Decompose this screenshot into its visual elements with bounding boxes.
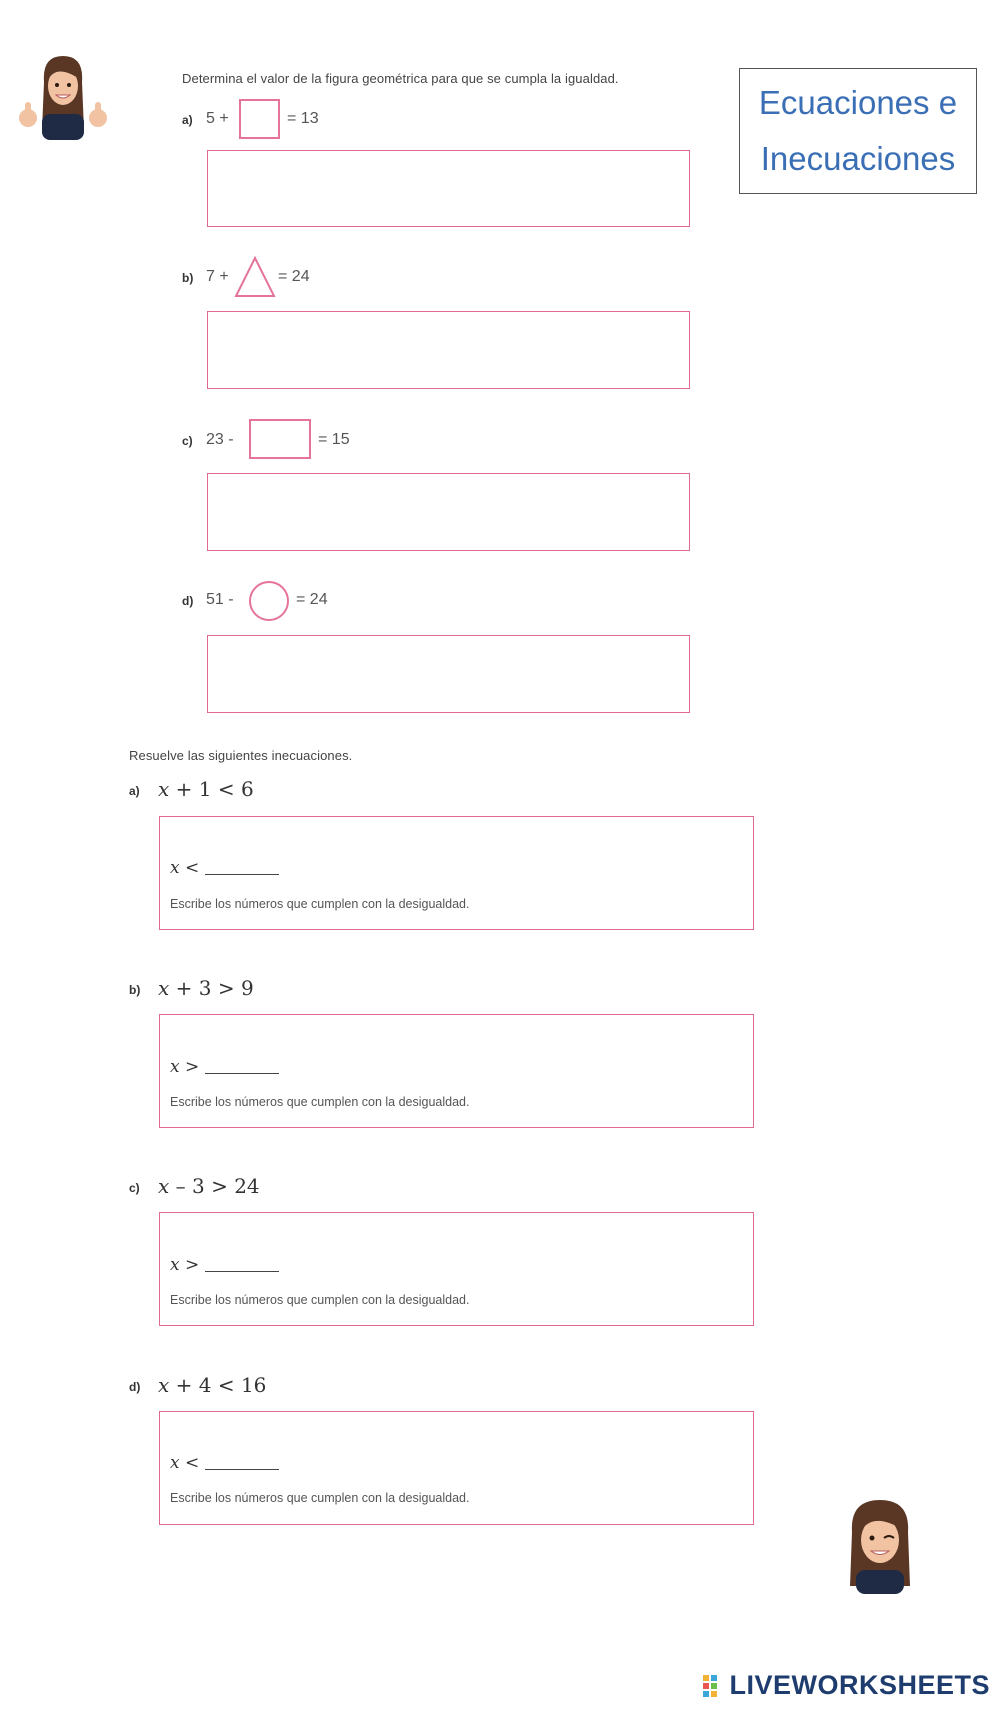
- ineq-a-answer-line: [170, 858, 279, 878]
- liveworksheets-logo: [703, 1670, 990, 1701]
- eq-c-square-shape: [249, 419, 311, 459]
- ineq-c-hint: Escribe los números que cumplen con la desigualdad.: [170, 1293, 470, 1307]
- title-line-1: Ecuaciones e: [758, 84, 958, 121]
- eq-a-square-shape: [239, 99, 280, 139]
- title-box: [739, 68, 977, 194]
- ineq-a-expression: [158, 777, 254, 801]
- eq-b-triangle-shape: [234, 255, 276, 299]
- avatar-thumbs-up: [16, 52, 111, 140]
- title-line-2: Inecuaciones: [760, 140, 956, 177]
- eq-a-answer-box[interactable]: [207, 150, 690, 227]
- eq-b-label: b): [182, 271, 194, 285]
- ineq-b-label: b): [129, 983, 141, 997]
- ineq-d-expr: + 4 < 16: [175, 1373, 267, 1397]
- eq-b-after: = 24: [278, 268, 310, 285]
- eq-d-after: = 24: [296, 591, 328, 608]
- ineq-b-expr: + 3 > 9: [175, 976, 254, 1000]
- ineq-c-label: c): [129, 1181, 140, 1195]
- ineq-d-answer-blank[interactable]: [205, 1469, 279, 1470]
- ineq-d-answer-line: [170, 1453, 279, 1473]
- eq-a-before: 5 +: [206, 110, 229, 127]
- ineq-a-expr: + 1 < 6: [175, 777, 254, 801]
- ineq-d-var: x: [158, 1373, 170, 1397]
- ineq-c-answer-blank[interactable]: [205, 1271, 279, 1272]
- ineq-b-answer-line: [170, 1057, 279, 1077]
- eq-d-circle-shape: [247, 579, 291, 623]
- ineq-b-answer-var: x: [170, 1057, 180, 1077]
- ineq-c-answer-var: x: [170, 1255, 180, 1275]
- ineq-b-answer-blank[interactable]: [205, 1073, 279, 1074]
- ineq-c-expr: – 3 > 24: [175, 1174, 260, 1198]
- liveworksheets-grid-icon: [703, 1675, 725, 1697]
- ineq-b-var: x: [158, 976, 170, 1000]
- ineq-a-answer-var: x: [170, 858, 180, 878]
- ineq-a-answer-op: <: [185, 858, 200, 878]
- section1-instruction: Determina el valor de la figura geométrica para que se cumpla la igualdad.: [182, 71, 619, 86]
- ineq-c-var: x: [158, 1174, 170, 1198]
- ineq-b-expression: [158, 976, 254, 1000]
- ineq-b-answer-op: >: [185, 1057, 200, 1077]
- eq-c-answer-box[interactable]: [207, 473, 690, 551]
- brand-text: LIVEWORKSHEETS: [729, 1670, 990, 1700]
- eq-a-after: = 13: [287, 110, 319, 127]
- ineq-a-var: x: [158, 777, 170, 801]
- ineq-b-hint: Escribe los números que cumplen con la desigualdad.: [170, 1095, 470, 1109]
- section2-instruction: Resuelve las siguientes inecuaciones.: [129, 748, 353, 763]
- ineq-d-answer-op: <: [185, 1453, 200, 1473]
- eq-c-before: 23 -: [206, 431, 234, 448]
- eq-c-after: = 15: [318, 431, 350, 448]
- eq-a-label: a): [182, 113, 193, 127]
- ineq-a-answer-blank[interactable]: [205, 874, 279, 875]
- ineq-d-label: d): [129, 1380, 141, 1394]
- eq-b-answer-box[interactable]: [207, 311, 690, 389]
- eq-d-answer-box[interactable]: [207, 635, 690, 713]
- ineq-c-expression: [158, 1174, 260, 1198]
- ineq-d-answer-var: x: [170, 1453, 180, 1473]
- avatar-wink: [838, 1496, 922, 1594]
- eq-d-label: d): [182, 594, 194, 608]
- ineq-d-expression: [158, 1373, 266, 1397]
- ineq-c-answer-op: >: [185, 1255, 200, 1275]
- ineq-a-hint: Escribe los números que cumplen con la desigualdad.: [170, 897, 470, 911]
- eq-c-label: c): [182, 434, 193, 448]
- ineq-d-hint: Escribe los números que cumplen con la desigualdad.: [170, 1491, 470, 1505]
- eq-d-before: 51 -: [206, 591, 234, 608]
- ineq-c-answer-line: [170, 1255, 279, 1275]
- ineq-a-label: a): [129, 784, 140, 798]
- eq-b-before: 7 +: [206, 268, 229, 285]
